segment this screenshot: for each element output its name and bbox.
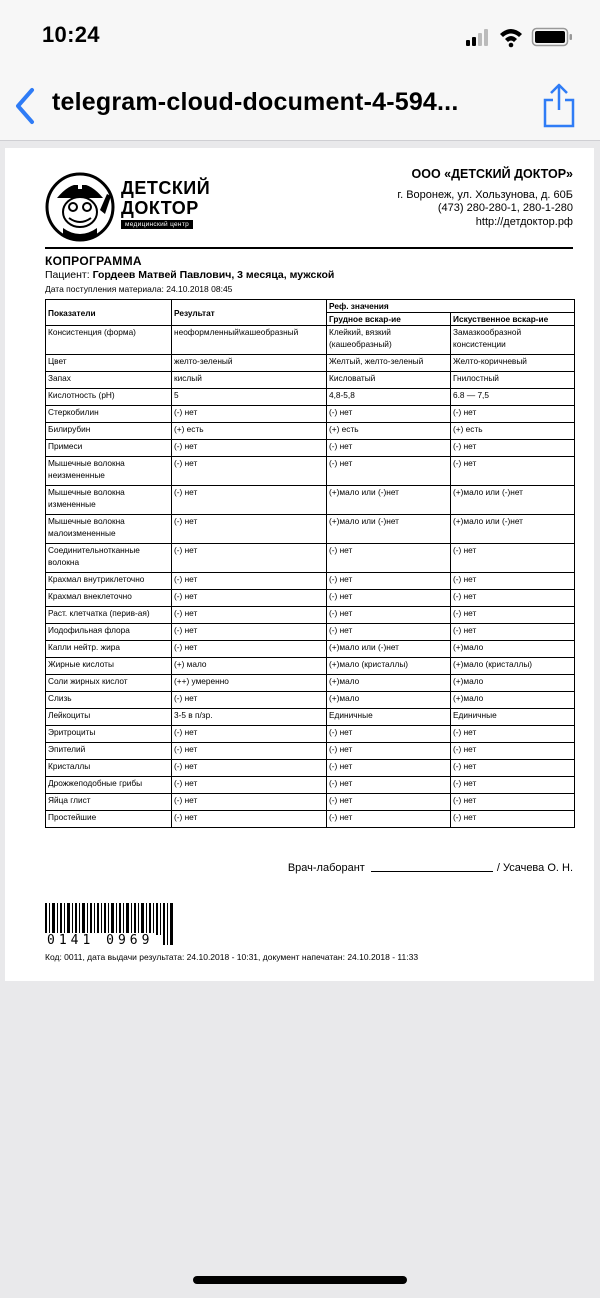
- brand-name-line2: ДОКТОР: [121, 198, 199, 218]
- table-row: Крахмал внутриклеточно (-) нет (-) нет (-) нет: [46, 573, 575, 590]
- table-row: Раст. клетчатка (перив-ая) (-) нет (-) нет (-) нет: [46, 607, 575, 624]
- document-title: telegram-cloud-document-4-594...: [52, 88, 459, 116]
- table-row: Капли нейтр. жира (-) нет (+)мало или (-)нет (+)мало: [46, 641, 575, 658]
- patient-name: Гордеев Матвей Павлович, 3 месяца, мужской: [92, 269, 335, 281]
- table-row: Эпителий (-) нет (-) нет (-) нет: [46, 743, 575, 760]
- signature-blank: [371, 871, 493, 872]
- company-phone: (473) 280-280-1, 280-1-280: [437, 202, 573, 214]
- signature-name: / Усачева О. Н.: [496, 862, 573, 874]
- patient-line: [45, 269, 334, 281]
- table-row: Стеркобилин (-) нет (-) нет (-) нет: [46, 406, 575, 423]
- navigation-bar: [0, 72, 600, 141]
- received-date: Дата поступления материала: 24.10.2018 08:45: [45, 284, 233, 294]
- table-row: Слизь (-) нет (+)мало (+)мало: [46, 692, 575, 709]
- table-row: Консистенция (форма) неоформленный\кашеобразный Клейкий, вязкий (кашеобразный) Замазкообразной консистенции: [46, 326, 575, 355]
- signature-label: Врач-лаборант: [287, 862, 365, 874]
- table-row: Эритроциты (-) нет (-) нет (-) нет: [46, 726, 575, 743]
- results-table: [45, 299, 575, 828]
- table-row: Дрожжеподобные грибы (-) нет (-) нет (-) нет: [46, 777, 575, 794]
- table-row: Цвет желто-зеленый Желтый, желто-зеленый Желто-коричневый: [46, 355, 575, 372]
- signature-line: [288, 862, 573, 874]
- table-row: Мышечные волокна измененные (-) нет (+)мало или (-)нет (+)мало или (-)нет: [46, 486, 575, 515]
- table-row: Крахмал внеклеточно (-) нет (-) нет (-) нет: [46, 590, 575, 607]
- company-address: г. Воронеж, ул. Хользунова, д. 60Б: [397, 188, 573, 201]
- table-row: Кислотность (pH) 5 4,8-5,8 6.8 — 7,5: [46, 389, 575, 406]
- header-divider: [45, 247, 573, 249]
- table-row: Примеси (-) нет (-) нет (-) нет: [46, 440, 575, 457]
- table-row: Лейкоциты 3-5 в п/зр. Единичные Единичные: [46, 709, 575, 726]
- brand-name-line1: ДЕТСКИЙ: [121, 178, 211, 198]
- header-breastfeeding: Грудное вскар-ие: [327, 313, 451, 326]
- status-bar: [0, 0, 600, 72]
- signal-icon: [466, 29, 488, 46]
- status-time: 10:24: [42, 22, 100, 47]
- wifi-icon: [500, 29, 522, 47]
- company-website: http://детдоктор.рф: [475, 215, 573, 228]
- company-name: ООО «ДЕТСКИЙ ДОКТОР»: [411, 167, 573, 181]
- table-row: Яйца глист (-) нет (-) нет (-) нет: [46, 794, 575, 811]
- back-chevron-icon[interactable]: [12, 86, 40, 126]
- header-indicator: Показатели: [46, 300, 172, 326]
- header-result: Результат: [172, 300, 327, 326]
- table-row: Билирубин (+) есть (+) есть (+) есть: [46, 423, 575, 440]
- brand-tagline: медицинский центр: [121, 220, 193, 229]
- document-footer: Код: 0011, дата выдачи результата: 24.10.2018 - 10:31, документ напечатан: 24.10.2018 - 11:33: [45, 952, 419, 962]
- table-row: Соединительнотканные волокна (-) нет (-) нет (-) нет: [46, 544, 575, 573]
- status-icons: [466, 27, 576, 49]
- table-row: Мышечные волокна неизмененные (-) нет (-) нет (-) нет: [46, 457, 575, 486]
- company-info: [397, 168, 573, 229]
- battery-icon: [533, 29, 573, 46]
- header-reference: Реф. значения: [327, 300, 575, 313]
- barcode-number: 0141 0969: [47, 933, 154, 948]
- share-icon[interactable]: [542, 82, 576, 128]
- header-formula: Искуственное вскар-ие: [451, 313, 575, 326]
- patient-label: Пациент:: [45, 269, 90, 281]
- table-row: Иодофильная флора (-) нет (-) нет (-) нет: [46, 624, 575, 641]
- table-row: Кристаллы (-) нет (-) нет (-) нет: [46, 760, 575, 777]
- table-row: Соли жирных кислот (++) умеренно (+)мало (+)мало: [46, 675, 575, 692]
- home-indicator[interactable]: [193, 1276, 407, 1284]
- table-row: Запах кислый Кисловатый Гнилостный: [46, 372, 575, 389]
- document-page: [5, 148, 594, 981]
- table-row: Жирные кислоты (+) мало (+)мало (кристаллы) (+)мало (кристаллы): [46, 658, 575, 675]
- table-row: Простейшие (-) нет (-) нет (-) нет: [46, 811, 575, 828]
- report-title: КОПРОГРАММА: [45, 254, 142, 268]
- table-row: Мышечные волокна малоизмененные (-) нет (+)мало или (-)нет (+)мало или (-)нет: [46, 515, 575, 544]
